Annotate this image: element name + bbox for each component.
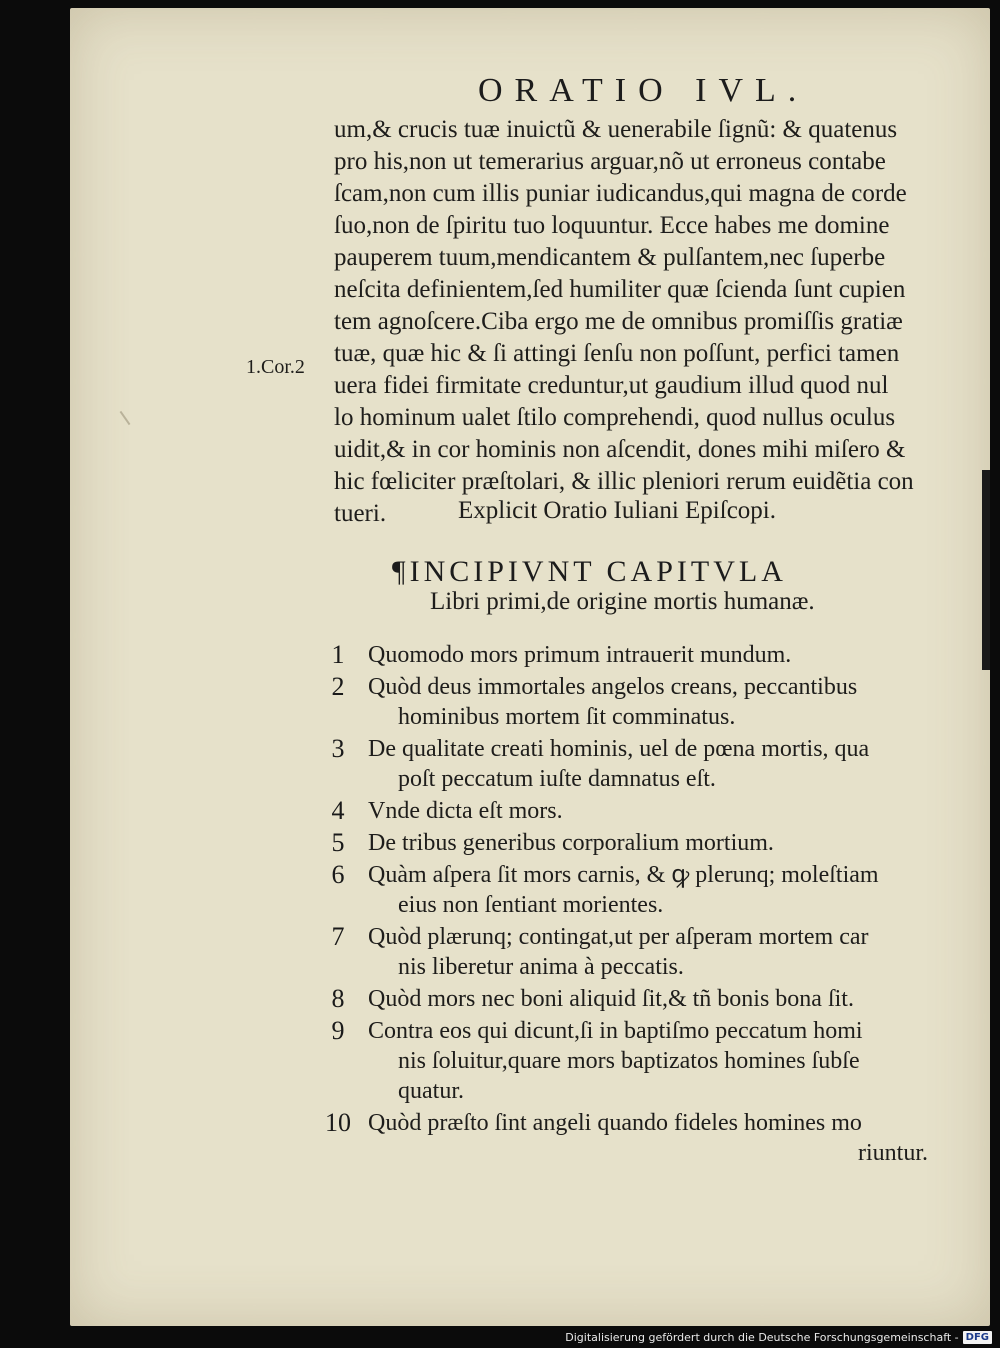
chapter-text-line: Contra eos qui dicunt,ſi in baptiſmo peccatum homi	[368, 1018, 863, 1044]
text-line: ſcam,non cum illis puniar iudicandus,qui magna de corde	[334, 180, 907, 207]
text-line: tueri.	[334, 500, 387, 527]
explicit-line: Explicit Oratio Iuliani Epiſcopi.	[458, 497, 776, 524]
footer-text: Digitalisierung gefördert durch die Deutsche Forschungsgemeinschaft -	[565, 1331, 959, 1344]
text-line: um,& crucis tuæ inuictũ & uenerabile ſignũ: & quatenus	[334, 116, 898, 143]
chapter-text-line: Quàm aſpera ſit mors carnis, & ꝙ plerunq; moleſtiam	[368, 862, 879, 888]
chapter-heading: ¶INCIPIVNT CAPITVLA	[392, 555, 787, 588]
chapter-item	[318, 860, 958, 920]
chapter-number: 9	[331, 1016, 345, 1045]
chapter-number: 10	[325, 1108, 351, 1137]
chapter-item	[318, 640, 958, 670]
chapter-item	[318, 734, 958, 794]
chapter-text-line: eius non ſentiant morientes.	[398, 892, 664, 918]
chapter-text-line: nis liberetur anima à peccatis.	[398, 954, 684, 980]
chapter-text-line: nis ſoluitur,quare mors baptizatos homines ſubſe	[398, 1048, 860, 1074]
text-line: neſcita definientem,ſed humiliter quæ ſcienda ſunt cupien	[334, 276, 906, 303]
chapter-item	[318, 828, 958, 858]
text-line: tuæ, quæ hic & ſi attingi ſenſu non poſſunt, perfici tamen	[334, 340, 900, 367]
chapter-text-line: Quomodo mors primum intrauerit mundum.	[368, 642, 792, 668]
chapter-number: 4	[331, 796, 345, 825]
chapter-text-line: Quòd mors nec boni aliquid ſit,& tñ bonis bona ſit.	[368, 986, 854, 1012]
chapter-item	[318, 922, 958, 982]
chapter-list	[318, 640, 958, 1170]
chapter-text-line: De qualitate creati hominis, uel de pœna mortis, qua	[368, 736, 870, 762]
chapter-number: 3	[331, 734, 345, 763]
chapter-text-line: Quòd præſto ſint angeli quando fideles homines mo	[368, 1110, 862, 1136]
chapter-number: 1	[331, 640, 345, 669]
margin-note: 1.Cor.2	[246, 356, 305, 378]
chapter-text-line: Quòd plærunq; contingat,ut per aſperam mortem car	[368, 924, 869, 950]
chapter-item	[318, 1016, 958, 1106]
chapter-text-line: De tribus generibus corporalium mortium.	[368, 830, 774, 856]
text-line: uera fidei firmitate creduntur,ut gaudium illud quod nul	[334, 372, 889, 399]
chapter-text-line: riuntur.	[858, 1140, 928, 1166]
chapter-text-line: poſt peccatum iuſte damnatus eſt.	[398, 766, 716, 792]
prayer-text	[334, 114, 950, 530]
chapter-text-line: Quòd deus immortales angelos creans, peccantibus	[368, 674, 858, 700]
chapter-item	[318, 984, 958, 1014]
chapter-number: 2	[331, 672, 345, 701]
chapter-text-line: hominibus mortem ſit comminatus.	[398, 704, 736, 730]
text-line: tem agnoſcere.Ciba ergo me de omnibus promiſſis gratiæ	[334, 308, 903, 335]
running-header: ORATIO IVL.	[478, 72, 809, 109]
funding-footer	[565, 1331, 992, 1344]
chapter-text-line: Vnde dicta eſt mors.	[368, 798, 563, 824]
chapter-number: 6	[331, 860, 345, 889]
dfg-logo-icon: DFG	[963, 1331, 992, 1344]
chapter-item	[318, 1108, 958, 1168]
chapter-subheading: Libri primi,de origine mortis humanæ.	[430, 588, 815, 615]
chapter-number: 5	[331, 828, 345, 857]
text-line: pro his,non ut temerarius arguar,nõ ut erroneus contabe	[334, 148, 886, 175]
chapter-number: 8	[331, 984, 345, 1013]
chapter-item	[318, 796, 958, 826]
chapter-number: 7	[331, 922, 345, 951]
text-line: ſuo,non de ſpiritu tuo loquuntur. Ecce habes me domine	[334, 212, 890, 239]
text-line: pauperem tuum,mendicantem & pulſantem,nec ſuperbe	[334, 244, 886, 271]
text-line: hic fœliciter præſtolari, & illic pleniori rerum euidẽtia con	[334, 468, 914, 495]
chapter-text-line: quatur.	[398, 1078, 464, 1104]
chapter-item	[318, 672, 958, 732]
text-line: lo hominum ualet ſtilo comprehendi, quod nullus oculus	[334, 404, 896, 431]
page-edge-shadow	[982, 470, 990, 670]
text-line: uidit,& in cor hominis non aſcendit, dones mihi miſero &	[334, 436, 906, 463]
